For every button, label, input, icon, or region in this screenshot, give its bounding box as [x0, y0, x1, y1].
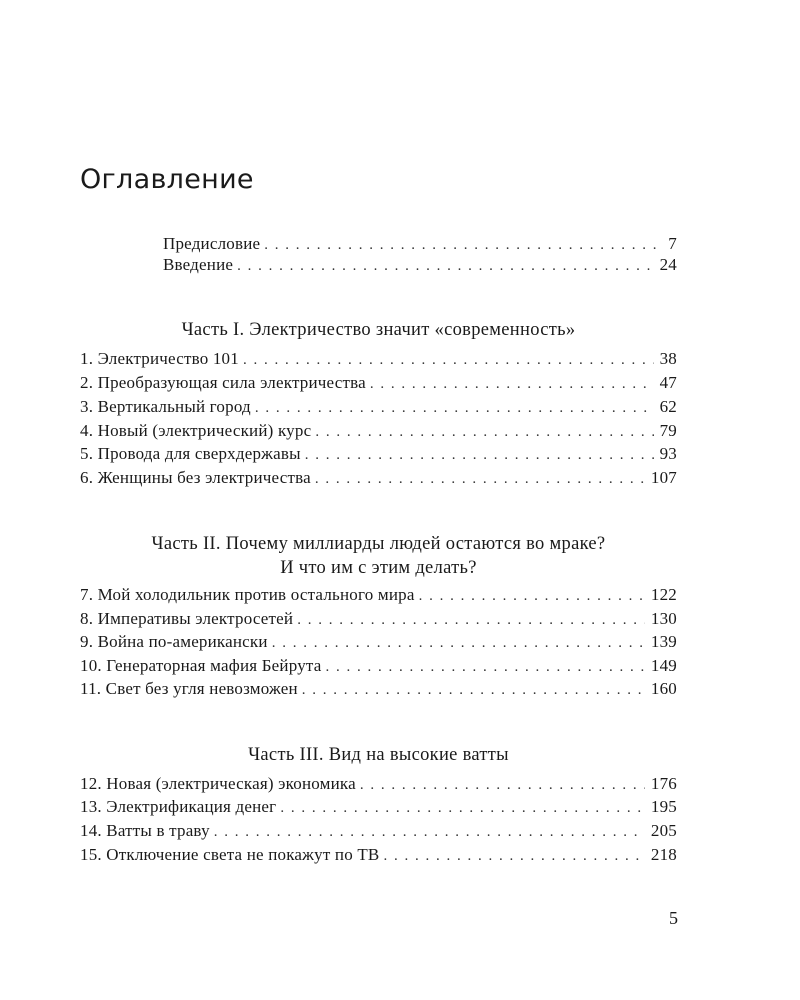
toc-entry	[80, 656, 677, 677]
toc-entry-label: Введение	[163, 255, 234, 274]
toc-entry-label: 3. Вертикальный город	[80, 397, 251, 416]
toc-entry-label: 7. Мой холодильник против остального мира	[80, 585, 415, 604]
toc-entry-page: 47	[659, 373, 677, 392]
dot-leader	[315, 469, 645, 489]
dot-leader	[370, 374, 654, 394]
toc-entry-label: 6. Женщины без электричества	[80, 468, 311, 487]
part-heading: Часть III. Вид на высокие ватты	[248, 745, 509, 765]
dot-leader	[255, 398, 654, 418]
toc-entry-page: 218	[650, 845, 677, 864]
dot-leader	[243, 350, 654, 370]
toc-entry-page: 24	[659, 255, 677, 274]
toc-entry-page: 149	[650, 656, 677, 675]
toc-entry-label: 11. Свет без угля невозможен	[80, 679, 298, 698]
toc-entry-label: 8. Императивы электросетей	[80, 609, 294, 628]
toc-entry-label: 10. Генераторная мафия Бейрута	[80, 656, 322, 675]
toc-entry-label: 15. Отключение света не покажут по ТВ	[80, 845, 380, 864]
toc-entry-page: 160	[650, 679, 677, 698]
toc-entry	[80, 609, 677, 630]
toc-entry-label: 12. Новая (электрическая) экономика	[80, 774, 356, 793]
dot-leader	[297, 610, 645, 630]
toc-entry-page: 107	[650, 468, 677, 487]
toc-entry	[80, 845, 677, 866]
page-title: Оглавление	[80, 164, 254, 195]
dot-leader	[302, 680, 645, 700]
toc-entry-page: 130	[650, 609, 677, 628]
toc-entry-page: 139	[650, 632, 677, 651]
toc-entry-label: 1. Электричество 101	[80, 349, 239, 368]
toc-entry	[80, 774, 677, 795]
toc-entry-label: Предисловие	[163, 234, 261, 253]
toc-entry-label: 14. Ватты в траву	[80, 821, 210, 840]
dot-leader	[419, 586, 645, 606]
dot-leader	[315, 422, 653, 442]
dot-leader	[272, 633, 645, 653]
dot-leader	[383, 846, 644, 866]
toc-entry-preface	[163, 234, 677, 255]
toc-entry	[80, 468, 677, 489]
part-heading-subtitle: И что им с этим делать?	[280, 558, 477, 578]
toc-entry	[80, 797, 677, 818]
dot-leader	[264, 235, 662, 255]
toc-entry	[80, 373, 677, 394]
part-heading: Часть II. Почему миллиарды людей остаются во мраке?	[151, 534, 606, 554]
toc-entry-page: 205	[650, 821, 677, 840]
toc-entry-page: 7	[668, 234, 677, 253]
dot-leader	[214, 822, 645, 842]
toc-entry	[80, 421, 677, 442]
dot-leader	[305, 445, 654, 465]
dot-leader	[325, 657, 644, 677]
toc-entry-page: 62	[659, 397, 677, 416]
toc-entry	[80, 821, 677, 842]
toc-entry-label: 2. Преобразующая сила электричества	[80, 373, 366, 392]
part-heading: Часть I. Электричество значит «современность»	[181, 320, 576, 340]
toc-entry-label: 5. Провода для сверхдержавы	[80, 444, 301, 463]
dot-leader	[360, 775, 645, 795]
dot-leader	[280, 798, 645, 818]
toc-entry-label: 13. Электрификация денег	[80, 797, 277, 816]
toc-entry	[80, 632, 677, 653]
toc-entry-label: 4. Новый (электрический) курс	[80, 421, 312, 440]
toc-entry	[80, 679, 677, 700]
toc-entry	[80, 444, 677, 465]
toc-entry-label: 9. Война по-американски	[80, 632, 268, 651]
toc-entry-page: 122	[650, 585, 677, 604]
toc-entry-page: 79	[659, 421, 677, 440]
toc-entry-page: 176	[650, 774, 677, 793]
toc-entry-page: 93	[659, 444, 677, 463]
toc-entry	[80, 585, 677, 606]
toc-entry	[80, 349, 677, 370]
toc-entry-page: 195	[650, 797, 677, 816]
toc-entry-introduction	[163, 255, 677, 276]
toc-entry	[80, 397, 677, 418]
dot-leader	[237, 256, 653, 276]
page-number: 5	[669, 908, 678, 928]
toc-entry-page: 38	[659, 349, 677, 368]
